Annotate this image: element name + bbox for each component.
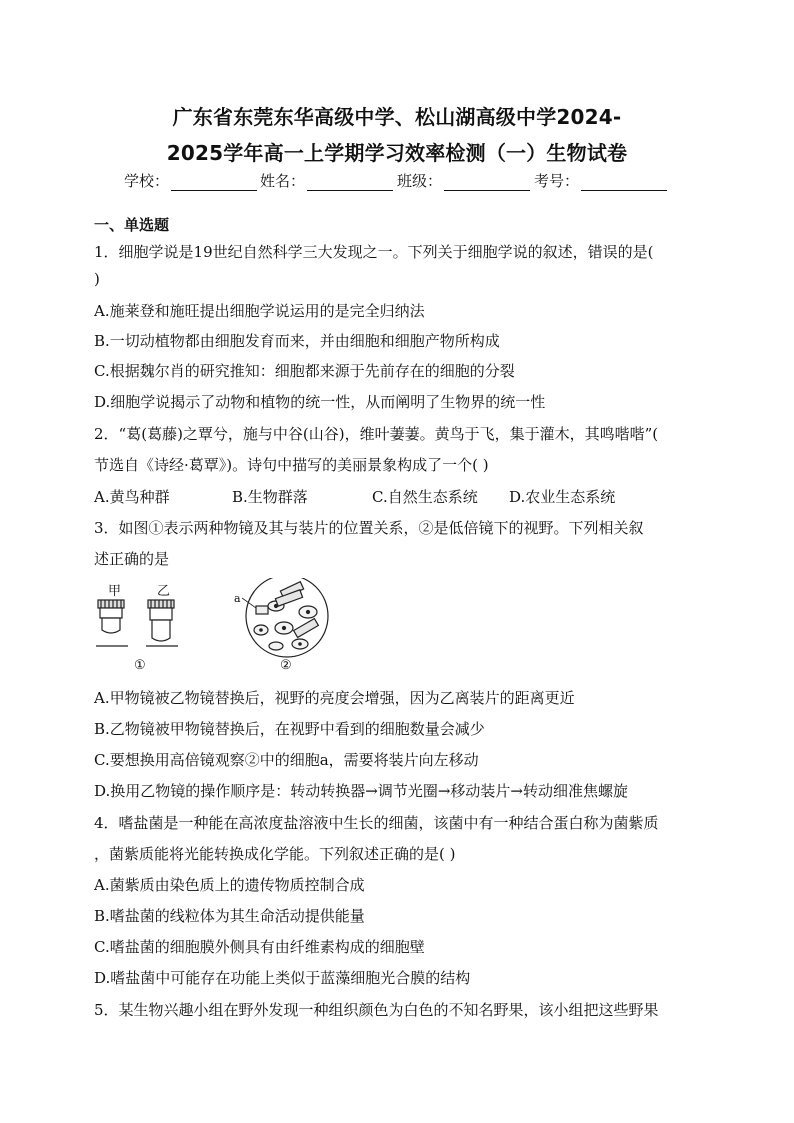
exam-title-line2: 2025学年高一上学期学习效率检测（一）生物试卷 (166, 141, 628, 165)
q4-option-b: B.嗜盐菌的线粒体为其生命活动提供能量 (94, 907, 365, 925)
q3-option-a: A.甲物镜被乙物镜替换后，视野的亮度会增强，因为乙离装片的距离更近 (94, 689, 575, 707)
name-blank[interactable] (307, 175, 393, 191)
q1-option-b: B.一切动植物都由细胞发育而来，并由细胞和细胞产物所构成 (94, 332, 500, 350)
class-blank[interactable] (444, 175, 530, 191)
q1-option-a: A.施莱登和施旺提出细胞学说运用的是完全归纳法 (94, 302, 425, 320)
q1-stem-line2: ) (94, 270, 100, 288)
school-label: 学校： (124, 172, 170, 190)
q3-stem-line2: 述正确的是 (94, 550, 170, 568)
q4-option-d: D.嗜盐菌中可能存在功能上类似于蓝藻细胞光合膜的结构 (94, 969, 471, 987)
exam-no-blank[interactable] (581, 175, 667, 191)
q4-option-a: A.菌紫质由染色质上的遗传物质控制合成 (94, 876, 365, 894)
exam-title-line1: 广东省东莞东华高级中学、松山湖高级中学2024- (172, 105, 622, 129)
objective-yi-icon (146, 600, 178, 646)
microscope-drawing (86, 578, 346, 678)
exam-no-label: 考号： (534, 172, 580, 190)
q1-option-d: D.细胞学说揭示了动物和植物的统一性，从而阐明了生物界的统一性 (94, 393, 546, 411)
school-field (124, 170, 257, 191)
q1-stem-line1: 1．细胞学说是19世纪自然科学三大发现之一。下列关于细胞学说的叙述，错误的是( (94, 243, 654, 261)
q4-stem-line1: 4．嗜盐菌是一种能在高浓度盐溶液中生长的细菌，该菌中有一种结合蛋白称为菌紫质 (94, 814, 659, 832)
section-heading: 一、单选题 (94, 216, 170, 234)
exam-no-field (534, 170, 667, 191)
q2-option-c: C.自然生态系统 (372, 488, 478, 506)
figure-label-1: ① (134, 658, 146, 673)
q4-stem-line2: ，菌紫质能将光能转换成化学能。下列叙述正确的是( ) (94, 845, 456, 863)
class-label: 班级： (397, 172, 443, 190)
name-label: 姓名： (260, 172, 306, 190)
q3-option-c: C.要想换用高倍镜观察②中的细胞a，需要将装片向左移动 (94, 751, 479, 769)
class-field (397, 170, 530, 191)
q2-option-d: D.农业生态系统 (509, 488, 616, 506)
school-blank[interactable] (171, 175, 257, 191)
name-field (260, 170, 393, 191)
objective-jia-label: 甲 (108, 584, 122, 599)
microscope-field-of-view (242, 578, 328, 657)
objective-yi-label: 乙 (157, 584, 171, 599)
figure-label-2: ② (280, 658, 292, 673)
q1-option-c: C.根据魏尔肖的研究推知：细胞都来源于先前存在的细胞的分裂 (94, 362, 515, 380)
q5-stem-line1: 5．某生物兴趣小组在野外发现一种组织颜色为白色的不知名野果，该小组把这些野果 (94, 1001, 659, 1019)
q2-option-a: A.黄鸟种群 (94, 488, 170, 506)
q3-option-d: D.换用乙物镜的操作顺序是：转动转换器→调节光圈→移动装片→转动细准焦螺旋 (94, 782, 628, 800)
cell-a-label: a (234, 592, 241, 605)
q4-option-c: C.嗜盐菌的细胞膜外侧具有由纤维素构成的细胞壁 (94, 938, 425, 956)
q2-stem-line2: 节选自《诗经·葛覃》)。诗句中描写的美丽景象构成了一个( ) (94, 456, 489, 474)
q3-stem-line1: 3．如图①表示两种物镜及其与装片的位置关系，②是低倍镜下的视野。下列相关叙 (94, 519, 644, 537)
q2-option-b: B.生物群落 (232, 488, 308, 506)
q3-option-b: B.乙物镜被甲物镜替换后，在视野中看到的细胞数量会减少 (94, 720, 485, 738)
q2-stem-line1: 2．“葛(葛藤)之覃兮，施与中谷(山谷)，维叶萋萋。黄鸟于飞，集于灌木，其鸣喈喈”( (94, 425, 659, 443)
student-info-fields (124, 170, 684, 194)
microscope-figure (86, 578, 346, 678)
objective-jia-icon (96, 600, 128, 646)
